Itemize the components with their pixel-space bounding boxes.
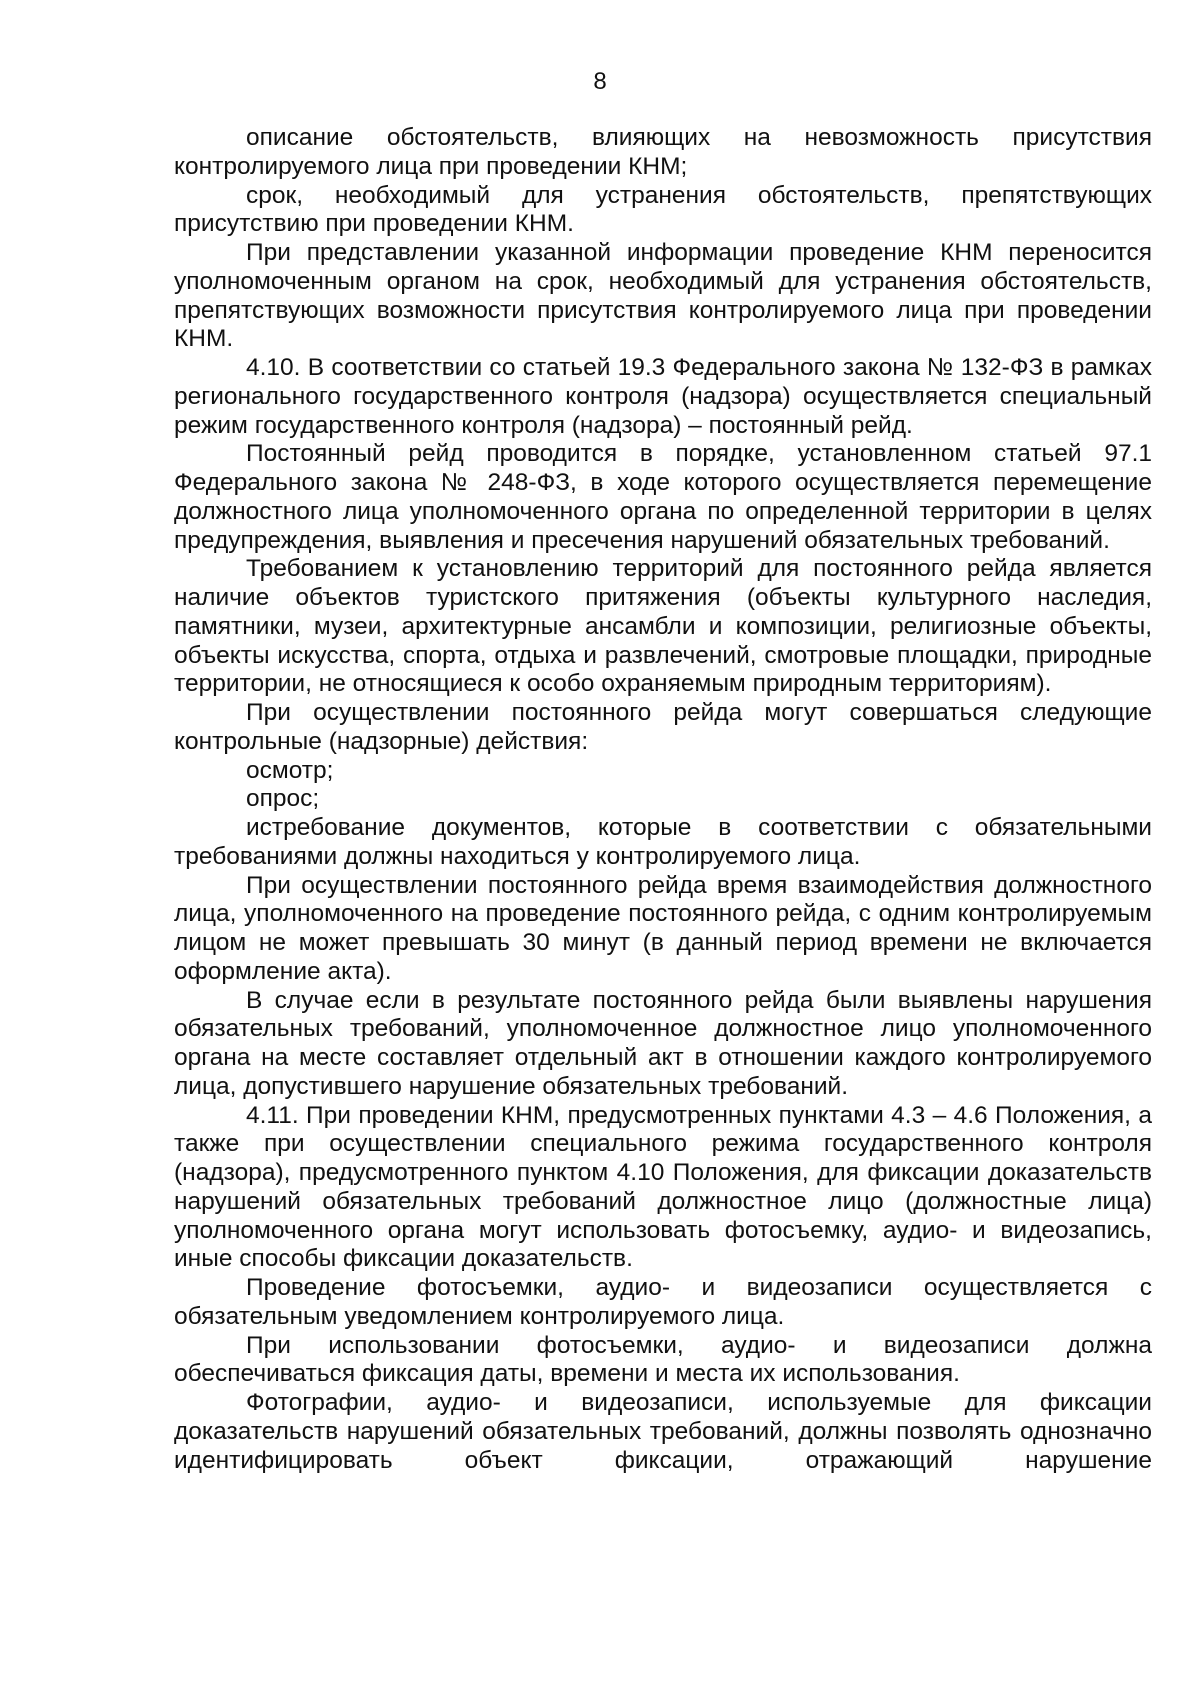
list-item: опрос; [246,785,320,813]
paragraph: В случае если в результате постоянного рейда были выявлены нарушения обязательных требований, уполномоченное должностное лицо уполномоченного органа на месте составляет отдельный акт в отношении каждого контролируемого лица, допустившего нарушение обязательных требований. [174,986,1152,1100]
page-number: 8 [593,68,607,95]
list-item: осмотр; [246,756,334,784]
paragraph: срок, необходимый для устранения обстоятельств, препятствующих присутствию при проведении КНМ. [174,181,1152,238]
paragraph: Требованием к установлению территорий для постоянного рейда является наличие объектов туристского притяжения (объекты культурного наследия, памятники, музеи, архитектурные ансамбли и композиции, религиозные объекты, объекты искусства, спорта, отдыха и развлечений, смотровые площадки, природные территории, не относящиеся к особо охраняемым природным территориям). [174,555,1152,698]
paragraph: 4.10. В соответствии со статьей 19.3 Федерального закона № 132-ФЗ в рамках регионального государственного контроля (надзора) осуществляется специальный режим государственного контроля (надзора) – постоянный рейд. [174,354,1152,439]
paragraph: Постоянный рейд проводится в порядке, установленном статьей 97.1 Федерального закона № 248-ФЗ, в ходе которого осуществляется перемещение должностного лица уполномоченного органа по определенной территории в целях предупреждения, выявления и пресечения нарушений обязательных требований. [174,440,1152,554]
paragraph: Фотографии, аудио- и видеозаписи, используемые для фиксации доказательств нарушений обязательных требований, должны позволять однозначно идентифицировать объект фиксации, отражающий нарушение [174,1389,1152,1474]
paragraph: Проведение фотосъемки, аудио- и видеозаписи осуществляется с обязательным уведомлением контролируемого лица. [174,1274,1152,1330]
paragraph: При осуществлении постоянного рейда время взаимодействия должностного лица, уполномоченного на проведение постоянного рейда, с одним контролируемым лицом не может превышать 30 минут (в данный период времени не включается оформление акта). [174,871,1152,985]
paragraph: При осуществлении постоянного рейда могут совершаться следующие контрольные (надзорные) действия: [174,699,1152,755]
paragraph: При использовании фотосъемки, аудио- и видеозаписи должна обеспечиваться фиксация даты, времени и места их использования. [174,1331,1152,1388]
document-body [174,124,1152,1475]
paragraph: При представлении указанной информации проведение КНМ переносится уполномоченным органом на срок, необходимый для устранения обстоятельств, препятствующих возможности присутствия контролируемого лица при проведении КНМ. [174,239,1152,353]
list-item: истребование документов, которые в соответствии с обязательными требованиями должны находиться у контролируемого лица. [174,814,1152,870]
paragraph: 4.11. При проведении КНМ, предусмотренных пунктами 4.3 – 4.6 Положения, а также при осуществлении специального режима государственного контроля (надзора), предусмотренного пунктом 4.10 Положения, для фиксации доказательств нарушений обязательных требований должностное лицо (должностные лица) уполномоченного органа могут использовать фотосъемку, аудио- и видеозапись, иные способы фиксации доказательств. [174,1101,1152,1273]
paragraph: описание обстоятельств, влияющих на невозможность присутствия контролируемого лица при проведении КНМ; [174,124,1152,180]
